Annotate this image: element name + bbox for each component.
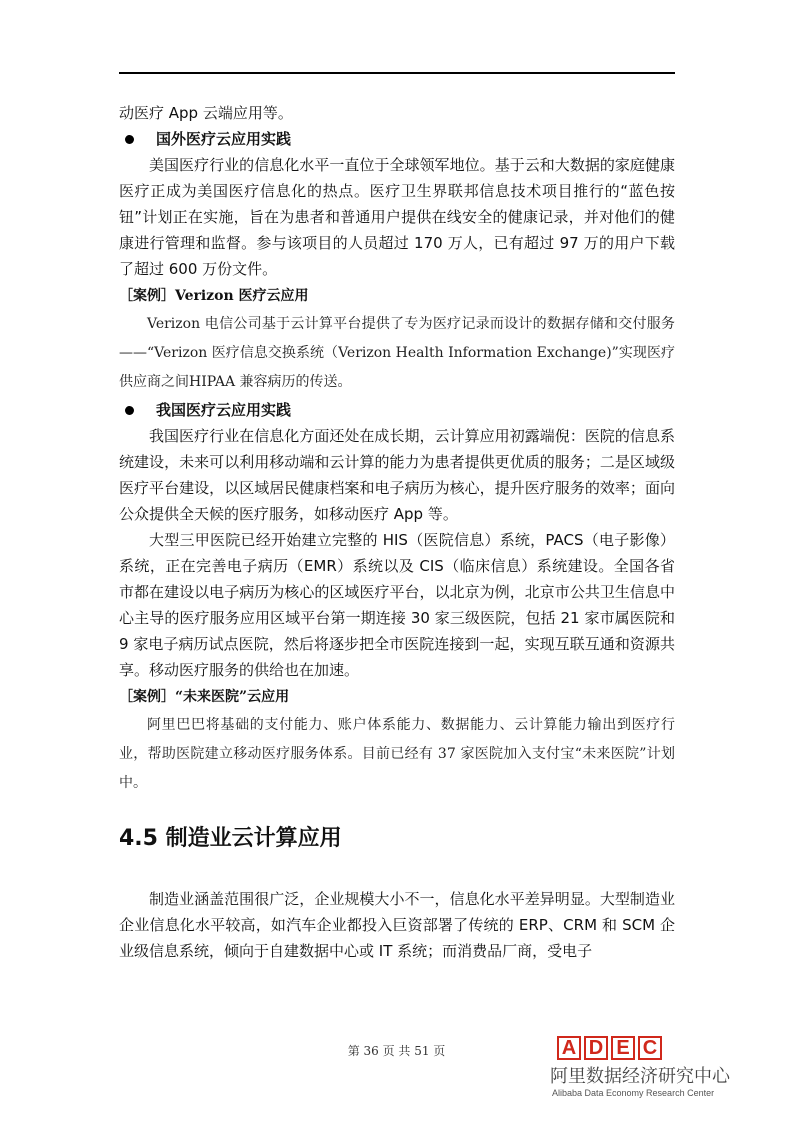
bullet-heading-foreign xyxy=(119,126,675,152)
paragraph-us-healthcare: 美国医疗行业的信息化水平一直位于全球领军地位。基于云和大数据的家庭健康医疗正成为美国医疗信息化的热点。医疗卫生界联邦信息技术项目推行的“蓝色按钮”计划正在实施，旨在为患者和普通用户提供在线安全的健康记录，并对他们的健康进行管理和监督。参与该项目的人员超过 170 万人，已有超过 97 万的用户下载了超过 600 万份文件。 xyxy=(119,156,675,278)
logo-letter: E xyxy=(611,1036,635,1060)
bullet-heading-text: 我国医疗云应用实践 xyxy=(156,401,292,419)
paragraph-continuation: 动医疗 App 云端应用等。 xyxy=(119,104,293,122)
paragraph-manufacturing: 制造业涵盖范围很广泛，企业规模大小不一，信息化水平差异明显。大型制造业企业信息化水平较高，如汽车企业都投入巨资部署了传统的 ERP、CRM 和 SCM 企业级信息系统，倾向于自建数据中心或 IT 系统；而消费品厂商，受电子 xyxy=(119,890,675,960)
logo-letter-boxes xyxy=(557,1036,750,1060)
paragraph-hospital-systems: 大型三甲医院已经开始建立完整的 HIS（医院信息）系统，PACS（电子影像）系统，正在完善电子病历（EMR）系统以及 CIS（临床信息）系统建设。全国各省市都在建设以电子病历为核心的区域医疗平台，以北京为例，北京市公共卫生信息中心主导的医疗服务应用区域平台第一期连接 30 家三级医院，包括 21 家市属医院和 9 家电子病历试点医院，然后将逐步把全市医院连接到一起，实现互联互通和资源共享。移动医疗服务的供给也在加速。 xyxy=(119,531,675,679)
bullet-heading-domestic xyxy=(119,397,675,423)
document-body xyxy=(119,100,675,964)
case-body-future-hospital: 阿里巴巴将基础的支付能力、账户体系能力、数据能力、云计算能力输出到医疗行业，帮助医院建立移动医疗服务体系。目前已经有 37 家医院加入支付宝“未来医院”计划中。 xyxy=(119,717,675,791)
case-body-verizon: Verizon 电信公司基于云计算平台提供了专为医疗记录而设计的数据存储和交付服务——“Verizon 医疗信息交换系统（Verizon Health Information Exchange)”实现医疗供应商之间HIPAA 兼容病历的传送。 xyxy=(119,316,675,390)
bullet-heading-text: 国外医疗云应用实践 xyxy=(156,130,292,148)
case-heading-future-hospital: ［案例］“未来医院”云应用 xyxy=(119,689,290,705)
paragraph-china-healthcare: 我国医疗行业在信息化方面还处在成长期，云计算应用初露端倪：医院的信息系统建设，未来可以利用移动端和云计算的能力为患者提供更优质的服务；二是区域级医疗平台建设，以区域居民健康档案和电子病历为核心，提升医疗服务的效率；面向公众提供全天候的医疗服务，如移动医疗 App 等。 xyxy=(119,427,675,523)
page-number: 第 36 页 共 51 页 xyxy=(347,1044,446,1058)
logo-letter: C xyxy=(638,1036,662,1060)
bullet-dot-icon xyxy=(125,135,134,144)
header-rule xyxy=(119,72,675,74)
bullet-dot-icon xyxy=(125,406,134,415)
case-heading-verizon: ［案例］Verizon 医疗云应用 xyxy=(119,288,309,304)
logo-letter: A xyxy=(557,1036,581,1060)
section-title: 4.5 制造业云计算应用 xyxy=(119,826,342,851)
logo-letter: D xyxy=(584,1036,608,1060)
logo-chinese-name: 阿里数据经济研究中心 xyxy=(550,1066,730,1087)
adec-logo xyxy=(550,1036,750,1098)
logo-english-name: Alibaba Data Economy Research Center xyxy=(552,1088,715,1098)
